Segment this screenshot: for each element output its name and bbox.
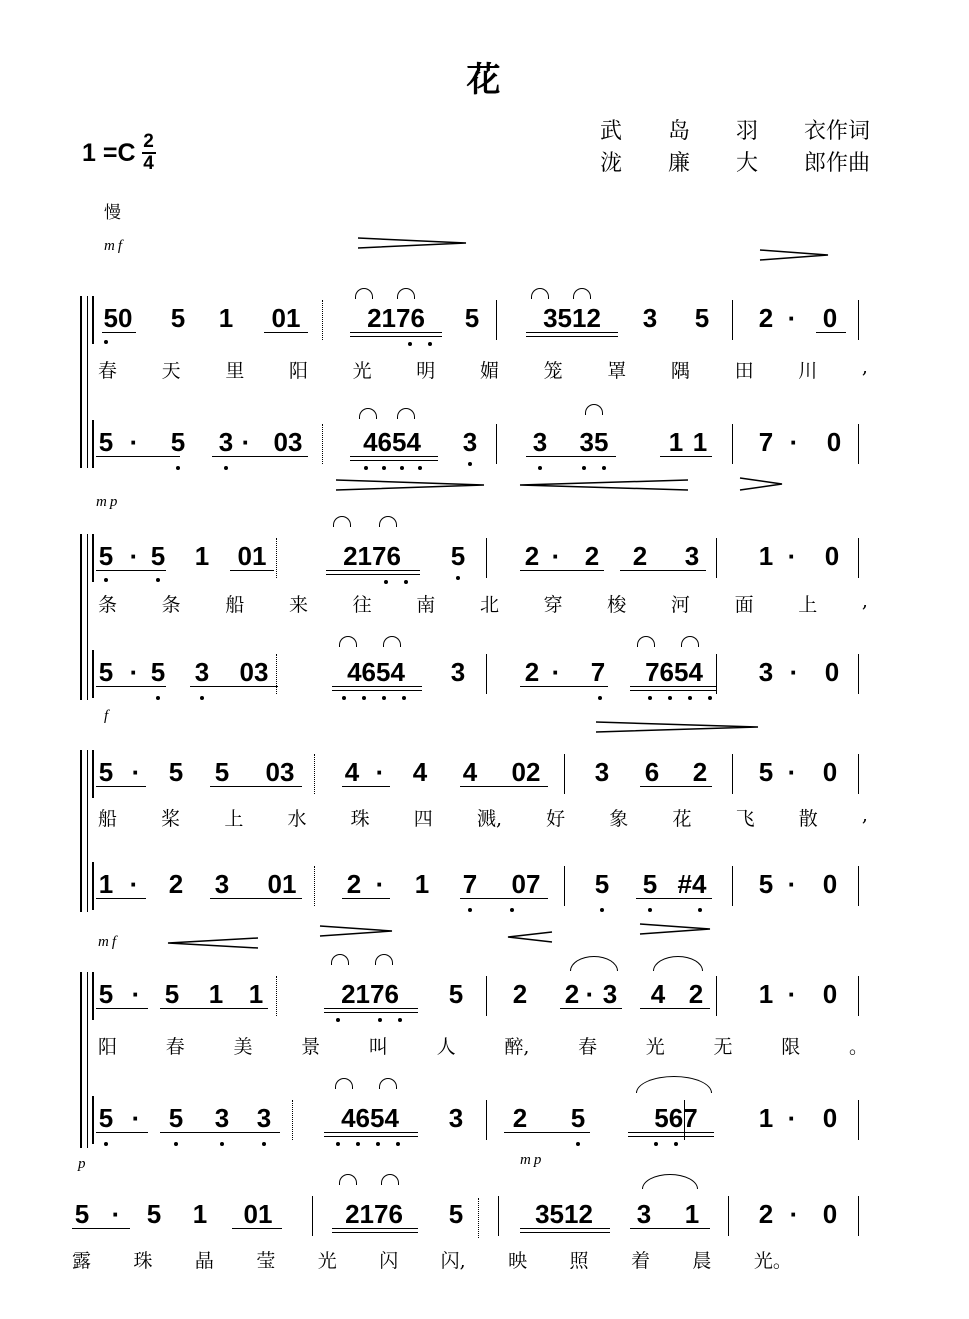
note: 4 [344,757,360,787]
note: 5 [150,657,166,687]
note: 5 [570,1103,586,1133]
note: 2 [564,979,580,1009]
note: 5 [170,427,186,457]
note: 5 [214,757,230,787]
note: 0 [822,1103,838,1133]
dynamic-marking: mp [96,494,121,510]
note: 4 [462,757,478,787]
note: 0 [822,869,838,899]
note: 01 [243,1199,273,1229]
note: · [375,757,385,787]
score-system-4 [80,968,870,1154]
note: 1 [192,1199,208,1229]
note: 5 [98,757,114,787]
note: 3 [256,1103,272,1133]
note: 1 [248,979,264,1009]
time-numerator: 2 [143,131,154,152]
note: 1 [414,869,430,899]
note: 2 [512,1103,528,1133]
note: · [131,757,141,787]
note: 5 [98,427,114,457]
note: 2 [168,869,184,899]
lyrics-line: 春 天 里 阳 光 明 媚 笼 罩 隅 田 川 , [98,356,868,382]
note: 07 [511,869,541,899]
decrescendo-hairpin [760,248,830,262]
note: 35 [579,427,609,457]
note: · [787,869,797,899]
lyricist-line: 武 岛 羽 衣作词 [600,119,870,144]
note: 2176 [343,541,401,571]
note: 5 [98,979,114,1009]
note: 0 [822,757,838,787]
decrescendo-hairpin [358,236,468,250]
note: 6 [644,757,660,787]
note: 2 [688,979,704,1009]
dynamic-marking: mp [520,1152,545,1168]
note: 5 [758,757,774,787]
note: 50 [103,303,133,333]
dynamic-marking: f [104,708,112,724]
crescendo-hairpin [520,478,690,492]
note: 0 [822,1199,838,1229]
composer-line: 泷 廉 大 郎作曲 [600,151,870,176]
note: 1 [692,427,708,457]
note: · [585,979,595,1009]
note: · [787,757,797,787]
note: 7654 [645,657,703,687]
note: · [787,303,797,333]
note: · [787,979,797,1009]
note: 1 [684,1199,700,1229]
song-title: 花 [466,60,503,100]
note: #4 [677,869,707,899]
note: 01 [237,541,267,571]
note: · [789,1199,799,1229]
note: 5 [168,1103,184,1133]
note: 2176 [345,1199,403,1229]
note: 2 [692,757,708,787]
note: 5 [464,303,480,333]
note: 4 [412,757,428,787]
note: 3 [214,869,230,899]
note: · [787,541,797,571]
note: 5 [150,541,166,571]
credits [600,116,870,180]
score-system-5 [64,1188,854,1274]
tempo-marking: 慢 [104,203,121,223]
note: 1 [758,979,774,1009]
lyrics-line: 船 桨 上 水 珠 四 溅, 好 象 花 飞 散 , [98,804,868,830]
note: 2 [524,657,540,687]
note: 2 [758,1199,774,1229]
time-denominator: 4 [143,153,154,174]
note: · [131,1103,141,1133]
note: 3 [642,303,658,333]
note: 1 [208,979,224,1009]
lyrics-line: 条 条 船 来 往 南 北 穿 梭 河 面 上 , [98,590,868,616]
note: 4654 [347,657,405,687]
key-label: 1 =C [82,138,136,167]
score-system-2 [80,530,870,710]
note: 5 [146,1199,162,1229]
score-system-1 [80,290,870,480]
note: 5 [170,303,186,333]
note: 1 [758,1103,774,1133]
note: 3 [218,427,234,457]
note: 3 [214,1103,230,1133]
note: 3512 [543,303,601,333]
note: 3 [758,657,774,687]
note: 1 [194,541,210,571]
note: 3 [602,979,618,1009]
note: · [789,657,799,687]
note: 1 [218,303,234,333]
note: · [129,869,139,899]
crescendo-hairpin [168,936,260,950]
note: 3512 [535,1199,593,1229]
note: 0 [822,303,838,333]
dynamic-marking: mf [98,934,119,950]
note: 2 [512,979,528,1009]
note: 1 [758,541,774,571]
note: 7 [462,869,478,899]
note: 5 [642,869,658,899]
note: 03 [273,427,303,457]
decrescendo-hairpin [596,720,760,734]
note: 01 [271,303,301,333]
note: 2 [758,303,774,333]
note: · [375,869,385,899]
lyrics-line: 阳 春 美 景 叫 人 醉, 春 光 无 限 。 [98,1036,868,1058]
note: 0 [822,979,838,1009]
note: 3 [684,541,700,571]
note: · [131,979,141,1009]
note: · [111,1199,121,1229]
note: 567 [654,1103,698,1133]
note: 7 [758,427,774,457]
note: 2 [346,869,362,899]
note: 1 [98,869,114,899]
note: 5 [98,541,114,571]
note: 7 [590,657,606,687]
key-signature [82,128,156,178]
note: · [241,427,251,457]
note: 5 [448,1199,464,1229]
note: 3 [462,427,478,457]
note: 3 [532,427,548,457]
note: 3 [448,1103,464,1133]
note: 5 [98,1103,114,1133]
note: 5 [448,979,464,1009]
decrescendo-hairpin [320,924,394,938]
note: 0 [826,427,842,457]
score-system-3 [80,746,870,926]
dynamic-marking: mf [104,238,125,254]
note: 3 [194,657,210,687]
note: 0 [824,657,840,687]
note: 5 [694,303,710,333]
note: 2176 [367,303,425,333]
lyrics-line: 露 珠 晶 莹 光 闪 闪, 映 照 着 晨 光。 [72,1250,792,1272]
note: 3 [636,1199,652,1229]
note: 2 [632,541,648,571]
note: 4654 [341,1103,399,1133]
note: 03 [239,657,269,687]
note: 3 [594,757,610,787]
decrescendo-hairpin [336,478,486,492]
note: 5 [98,657,114,687]
note: 3 [450,657,466,687]
crescendo-hairpin [508,930,554,944]
note: 4654 [363,427,421,457]
note: · [129,541,139,571]
note: · [129,427,139,457]
note: 2176 [341,979,399,1009]
note: 5 [594,869,610,899]
time-signature [142,133,156,173]
note: 4 [650,979,666,1009]
note: 2 [584,541,600,571]
note: 2 [524,541,540,571]
note: · [129,657,139,687]
note: · [789,427,799,457]
note: 5 [168,757,184,787]
note: · [787,1103,797,1133]
note: 03 [265,757,295,787]
note: 5 [758,869,774,899]
note: 5 [74,1199,90,1229]
note: · [551,541,561,571]
note: 01 [267,869,297,899]
note: 5 [450,541,466,571]
note: 1 [668,427,684,457]
dynamic-marking: p [78,1156,89,1172]
note: 02 [511,757,541,787]
note: 0 [824,541,840,571]
note: 5 [164,979,180,1009]
note: · [551,657,561,687]
